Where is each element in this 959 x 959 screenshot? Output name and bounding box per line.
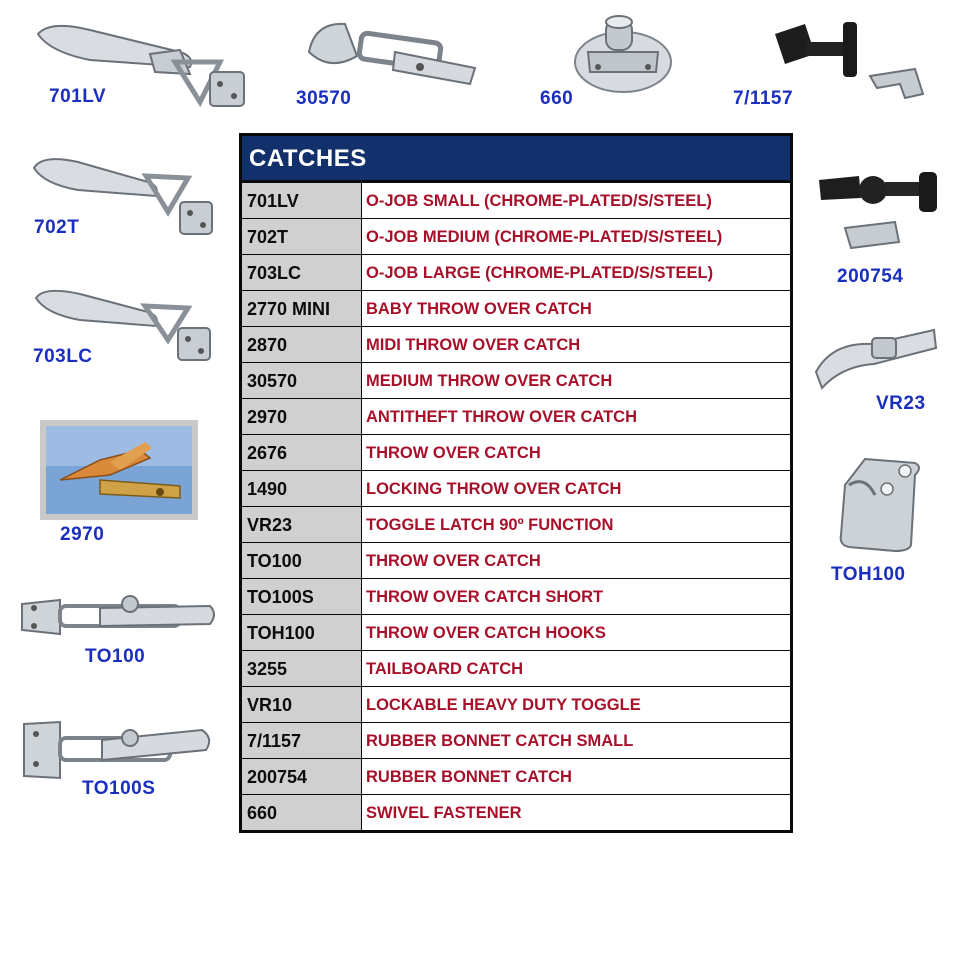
rubber-catch-icon [815,170,945,255]
product-label-702t: 702T [34,217,80,238]
description-cell: LOCKABLE HEAVY DUTY TOGGLE [362,687,790,722]
product-label-vr23: VR23 [876,393,926,414]
description-cell: RUBBER BONNET CATCH SMALL [362,723,790,758]
throw-over-catch-icon [22,716,217,786]
part-code-cell: 3255 [242,651,362,686]
product-image-200754 [815,170,945,255]
catches-table [239,133,793,833]
table-row [242,326,790,362]
table-row [242,578,790,614]
description-cell: O-JOB SMALL (CHROME-PLATED/S/STEEL) [362,183,790,218]
description-cell: LOCKING THROW OVER CATCH [362,471,790,506]
product-label-to100s: TO100S [82,778,156,799]
product-image-30570 [305,12,480,92]
table-row [242,614,790,650]
product-image-660 [568,12,678,94]
part-code-cell: 30570 [242,363,362,398]
part-code-cell: TO100S [242,579,362,614]
table-row [242,434,790,470]
table-row [242,794,790,830]
part-code-cell: TOH100 [242,615,362,650]
part-code-cell: 2770 MINI [242,291,362,326]
table-body [242,183,790,830]
description-cell: MIDI THROW OVER CATCH [362,327,790,362]
part-code-cell: 2870 [242,327,362,362]
table-row [242,183,790,218]
part-code-cell: 2970 [242,399,362,434]
product-label-2970: 2970 [60,524,105,545]
table-row [242,686,790,722]
table-row [242,254,790,290]
table-row [242,542,790,578]
product-label-to100: TO100 [85,646,146,667]
table-row [242,398,790,434]
product-image-to100s [22,716,217,786]
swivel-fastener-icon [568,12,678,94]
table-row [242,218,790,254]
part-code-cell: 703LC [242,255,362,290]
product-image-2970 [40,420,198,520]
table-row [242,362,790,398]
part-code-cell: 2676 [242,435,362,470]
part-code-cell: 660 [242,795,362,830]
part-code-cell: 702T [242,219,362,254]
description-cell: THROW OVER CATCH [362,543,790,578]
product-label-703lc: 703LC [33,346,93,367]
product-label-200754: 200754 [837,266,904,287]
product-image-to100 [20,586,220,648]
table-row [242,470,790,506]
description-cell: TOGGLE LATCH 90º FUNCTION [362,507,790,542]
product-label-660: 660 [540,88,574,109]
product-label-701lv: 701LV [49,86,107,107]
hook-plate-icon [835,455,925,553]
part-code-cell: 701LV [242,183,362,218]
description-cell: BABY THROW OVER CATCH [362,291,790,326]
toggle-latch-icon [812,322,940,392]
description-cell: THROW OVER CATCH SHORT [362,579,790,614]
description-cell: THROW OVER CATCH [362,435,790,470]
table-row [242,650,790,686]
product-image-toh100 [835,455,925,553]
table-row [242,290,790,326]
description-cell: ANTITHEFT THROW OVER CATCH [362,399,790,434]
description-cell: O-JOB LARGE (CHROME-PLATED/S/STEEL) [362,255,790,290]
antitheft-catch-photo [40,420,198,520]
description-cell: THROW OVER CATCH HOOKS [362,615,790,650]
table-row [242,758,790,794]
part-code-cell: VR23 [242,507,362,542]
product-label-30570: 30570 [296,88,352,109]
part-code-cell: 7/1157 [242,723,362,758]
part-code-cell: VR10 [242,687,362,722]
part-code-cell: 200754 [242,759,362,794]
throw-over-catch-icon [20,586,220,648]
product-image-vr23 [812,322,940,392]
table-title: CATCHES [242,136,790,183]
part-code-cell: TO100 [242,543,362,578]
description-cell: RUBBER BONNET CATCH [362,759,790,794]
product-label-7-1157: 7/1157 [733,88,794,109]
description-cell: O-JOB MEDIUM (CHROME-PLATED/S/STEEL) [362,219,790,254]
table-row [242,506,790,542]
product-label-toh100: TOH100 [831,564,906,585]
table-row [242,722,790,758]
throw-over-catch-icon [305,12,480,92]
description-cell: TAILBOARD CATCH [362,651,790,686]
part-code-cell: 1490 [242,471,362,506]
description-cell: MEDIUM THROW OVER CATCH [362,363,790,398]
description-cell: SWIVEL FASTENER [362,795,790,830]
